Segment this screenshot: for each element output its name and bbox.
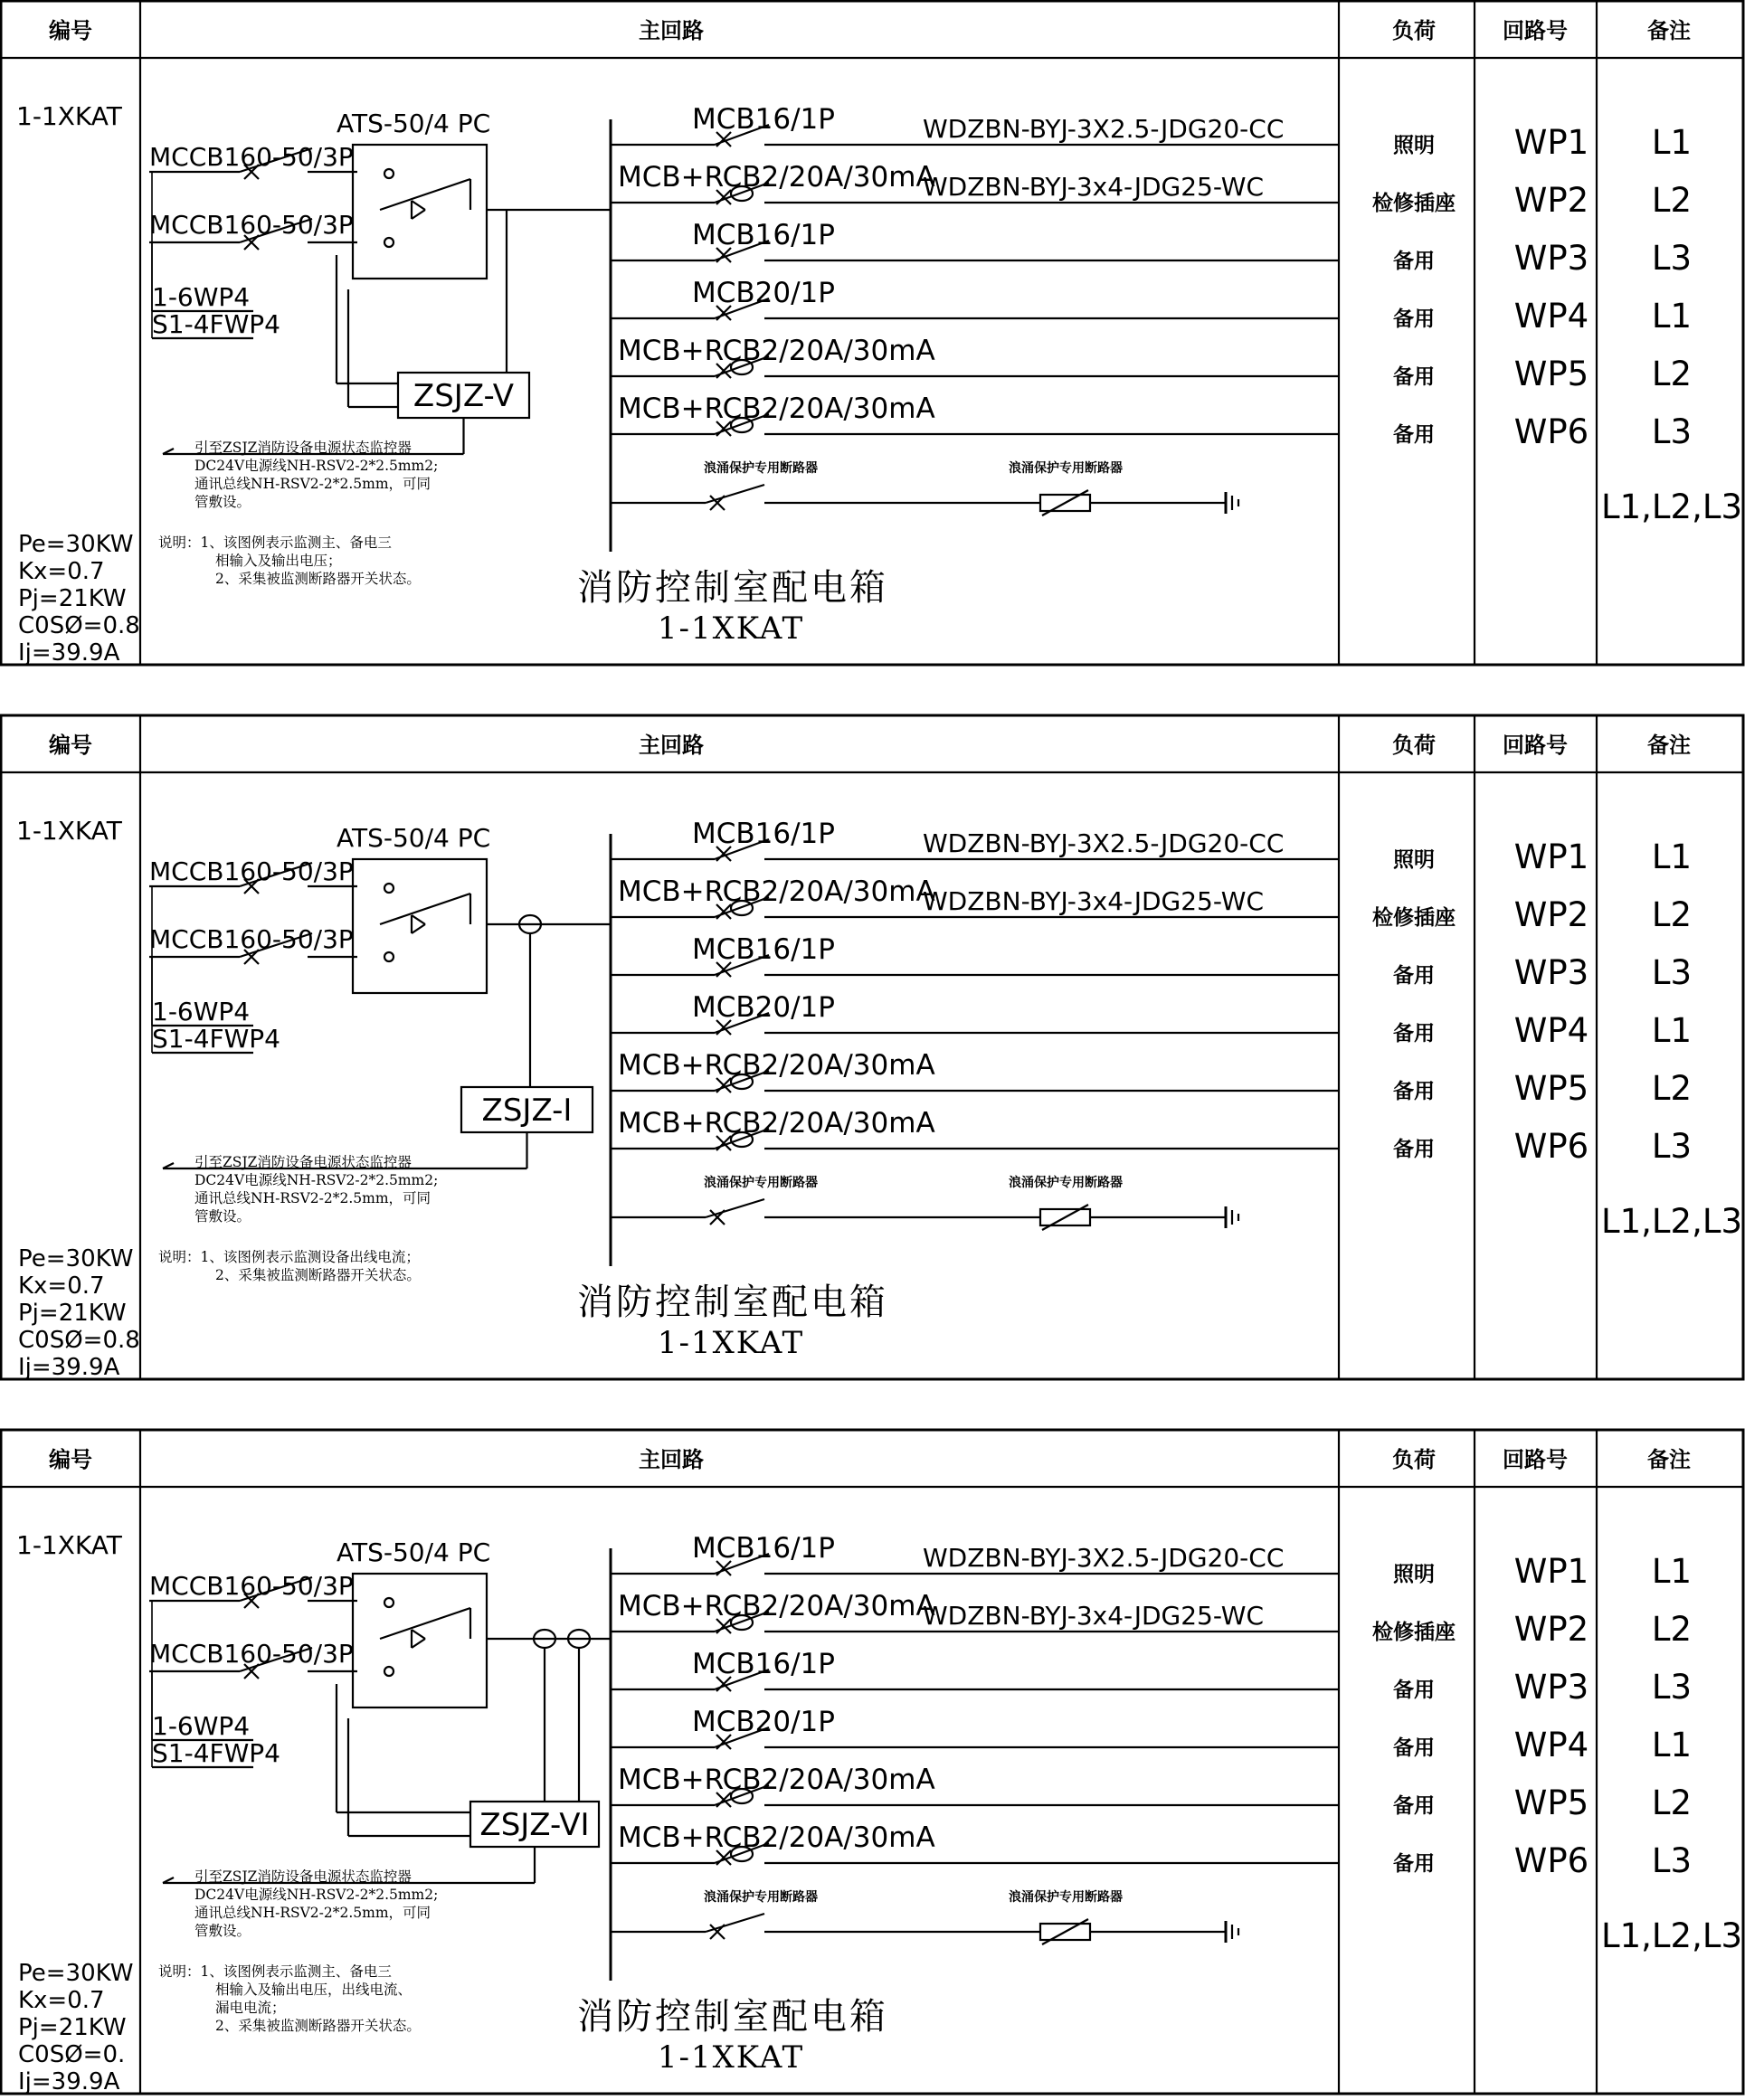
header-id: 编号: [49, 18, 92, 43]
panel-3: [1, 1430, 1743, 2095]
load-parameter: Pe=30KW: [18, 1245, 134, 1272]
branch-phase-2: L2: [1651, 895, 1693, 934]
ats-contact-icon: [384, 952, 394, 961]
header-load: 负荷: [1392, 18, 1436, 43]
cable-spec-1: WDZBN-BYJ-3X2.5-JDG20-CC: [923, 114, 1285, 144]
branch-phase-4: L1: [1651, 1726, 1693, 1764]
explanation-note: 2、采集被监测断路器开关状态。: [215, 1267, 421, 1283]
branch-load-4: 备用: [1393, 1736, 1435, 1760]
wiring-note: DC24V电源线NH-RSV2-2*2.5mm2;: [194, 1887, 439, 1903]
box-subtitle: 1-1XKAT: [657, 1325, 805, 1361]
load-parameter: C0SØ=0.8: [18, 1327, 140, 1354]
incoming-breaker-1: MCCB160-50/3P: [149, 142, 354, 172]
box-id: 1-1XKAT: [16, 101, 122, 131]
branch-load-2: 检修插座: [1372, 192, 1456, 215]
branch-phase-2: L2: [1651, 1610, 1693, 1649]
branch-circuit-no-4: WP4: [1513, 297, 1589, 336]
ats-label: ATS-50/4 PC: [337, 823, 491, 853]
ats-box: [353, 859, 487, 993]
ats-blade: [380, 1608, 470, 1639]
load-parameter: Kx=0.7: [18, 1272, 105, 1300]
ats-blade: [380, 179, 470, 210]
branch-circuit-no-2: WP2: [1513, 181, 1589, 220]
ats-contact-icon: [384, 238, 394, 247]
spd-breaker-label: 浪涌保护专用断路器: [704, 461, 818, 476]
cable-spec-2: WDZBN-BYJ-3x4-JDG25-WC: [923, 1601, 1265, 1631]
header-main-circuit: 主回路: [639, 733, 704, 758]
monitor-device: ZSJZ-V: [413, 378, 515, 414]
wiring-note: 管敷设。: [194, 1923, 251, 1939]
branch-phase-2: L2: [1651, 181, 1693, 220]
branch-load-6: 备用: [1393, 423, 1435, 447]
wiring-note: DC24V电源线NH-RSV2-2*2.5mm2;: [194, 1172, 439, 1188]
panel-2: [1, 715, 1743, 1381]
branch-load-5: 备用: [1393, 1794, 1435, 1818]
ats-box: [353, 145, 487, 279]
spd-label: 浪涌保护专用断路器: [1009, 1890, 1123, 1905]
header-load: 负荷: [1392, 1447, 1436, 1472]
header-circuit-no: 回路号: [1503, 733, 1568, 758]
monitor-device: ZSJZ-I: [481, 1093, 573, 1129]
box-subtitle: 1-1XKAT: [657, 610, 805, 647]
load-parameter: C0SØ=0.: [18, 2041, 126, 2068]
branch-breaker-3: MCB16/1P: [692, 219, 835, 251]
cable-spec-1: WDZBN-BYJ-3X2.5-JDG20-CC: [923, 828, 1285, 858]
wiring-note: 通讯总线NH-RSV2-2*2.5mm，可同: [194, 1905, 432, 1921]
box-title: 消防控制室配电箱: [577, 1996, 888, 2038]
explanation-note: 2、采集被监测断路器开关状态。: [215, 2018, 421, 2034]
load-parameter: Ij=39.9A: [18, 1354, 120, 1381]
branch-phase-5: L2: [1651, 1069, 1693, 1108]
header-id: 编号: [49, 1447, 92, 1472]
branch-circuit-no-3: WP3: [1513, 953, 1589, 992]
branch-load-4: 备用: [1393, 307, 1435, 331]
header-remark: 备注: [1647, 1447, 1691, 1472]
load-parameter: Pj=21KW: [18, 2014, 127, 2041]
branch-circuit-no-1: WP1: [1513, 1552, 1589, 1591]
ats-arrow: [412, 915, 425, 924]
load-parameter: Pe=30KW: [18, 1960, 134, 1987]
branch-load-6: 备用: [1393, 1138, 1435, 1161]
branch-breaker-4: MCB20/1P: [692, 277, 835, 309]
spd-remark: L1,L2,L3: [1601, 487, 1742, 526]
ats-contact-icon: [384, 1667, 394, 1676]
header-main-circuit: 主回路: [639, 1447, 704, 1472]
branch-circuit-no-5: WP5: [1513, 355, 1589, 393]
load-parameter: Pe=30KW: [18, 531, 134, 558]
explanation-note: 说明：1、该图例表示监测主、备电三: [158, 534, 392, 551]
incoming-breaker-1: MCCB160-50/3P: [149, 1571, 354, 1601]
branch-circuit-no-1: WP1: [1513, 837, 1589, 876]
branch-breaker-4: MCB20/1P: [692, 991, 835, 1024]
incoming-breaker-2: MCCB160-50/3P: [149, 924, 354, 954]
ats-arrow: [412, 210, 425, 219]
branch-breaker-2: MCB+RCB2/20A/30mA: [618, 1590, 935, 1622]
branch-phase-1: L1: [1651, 1552, 1693, 1591]
branch-phase-6: L3: [1651, 412, 1693, 451]
ats-label: ATS-50/4 PC: [337, 109, 491, 138]
source-1: 1-6WP4: [152, 1711, 251, 1741]
branch-load-3: 备用: [1393, 250, 1435, 273]
branch-breaker-3: MCB16/1P: [692, 933, 835, 966]
branch-load-3: 备用: [1393, 964, 1435, 988]
box-title: 消防控制室配电箱: [577, 567, 888, 609]
ats-contact-icon: [384, 884, 394, 893]
branch-phase-3: L3: [1651, 953, 1693, 992]
branch-circuit-no-1: WP1: [1513, 123, 1589, 162]
branch-load-2: 检修插座: [1372, 906, 1456, 930]
branch-breaker-2: MCB+RCB2/20A/30mA: [618, 875, 935, 908]
branch-circuit-no-2: WP2: [1513, 1610, 1589, 1649]
wiring-note: DC24V电源线NH-RSV2-2*2.5mm2;: [194, 458, 439, 474]
branch-breaker-6: MCB+RCB2/20A/30mA: [618, 1821, 935, 1854]
spd-breaker-label: 浪涌保护专用断路器: [704, 1890, 818, 1905]
branch-breaker-3: MCB16/1P: [692, 1648, 835, 1680]
wiring-note: 通讯总线NH-RSV2-2*2.5mm，可同: [194, 476, 432, 492]
ats-box: [353, 1574, 487, 1707]
ats-arrow: [412, 1630, 425, 1639]
branch-circuit-no-6: WP6: [1513, 1127, 1589, 1166]
branch-breaker-1: MCB16/1P: [692, 103, 835, 136]
branch-load-1: 照明: [1393, 1563, 1435, 1586]
ats-arrow: [412, 1639, 425, 1648]
load-parameter: Kx=0.7: [18, 558, 105, 585]
branch-circuit-no-4: WP4: [1513, 1726, 1589, 1764]
branch-breaker-1: MCB16/1P: [692, 818, 835, 850]
branch-breaker-5: MCB+RCB2/20A/30mA: [618, 1764, 935, 1796]
ats-arrow: [412, 201, 425, 210]
branch-phase-5: L2: [1651, 1783, 1693, 1822]
ats-contact-icon: [384, 1598, 394, 1607]
load-parameter: Ij=39.9A: [18, 639, 120, 667]
box-id: 1-1XKAT: [16, 1530, 122, 1560]
branch-breaker-5: MCB+RCB2/20A/30mA: [618, 1049, 935, 1082]
explanation-note: 说明：1、该图例表示监测主、备电三: [158, 1963, 392, 1980]
branch-phase-6: L3: [1651, 1841, 1693, 1880]
branch-phase-1: L1: [1651, 837, 1693, 876]
wiring-note: 管敷设。: [194, 494, 251, 510]
header-circuit-no: 回路号: [1503, 18, 1568, 43]
branch-breaker-6: MCB+RCB2/20A/30mA: [618, 1107, 935, 1140]
branch-circuit-no-5: WP5: [1513, 1783, 1589, 1822]
wiring-note: 引至ZSJZ消防设备电源状态监控器: [194, 1868, 412, 1885]
branch-circuit-no-4: WP4: [1513, 1011, 1589, 1050]
branch-phase-4: L1: [1651, 297, 1693, 336]
branch-load-2: 检修插座: [1372, 1621, 1456, 1644]
wiring-note: 管敷设。: [194, 1208, 251, 1225]
branch-breaker-4: MCB20/1P: [692, 1706, 835, 1738]
ats-contact-icon: [384, 169, 394, 178]
branch-load-1: 照明: [1393, 134, 1435, 157]
branch-load-3: 备用: [1393, 1679, 1435, 1702]
branch-circuit-no-6: WP6: [1513, 1841, 1589, 1880]
branch-circuit-no-2: WP2: [1513, 895, 1589, 934]
branch-phase-6: L3: [1651, 1127, 1693, 1166]
load-parameter: Kx=0.7: [18, 1987, 105, 2014]
ats-arrow: [412, 924, 425, 933]
header-id: 编号: [49, 733, 92, 758]
panel-1: [1, 1, 1743, 667]
branch-circuit-no-5: WP5: [1513, 1069, 1589, 1108]
spd-remark: L1,L2,L3: [1601, 1916, 1742, 1955]
header-remark: 备注: [1647, 733, 1691, 758]
branch-circuit-no-3: WP3: [1513, 1668, 1589, 1707]
source-1: 1-6WP4: [152, 997, 251, 1026]
explanation-note: 说明：1、该图例表示监测设备出线电流；: [158, 1249, 420, 1265]
header-main-circuit: 主回路: [639, 18, 704, 43]
cable-spec-2: WDZBN-BYJ-3x4-JDG25-WC: [923, 172, 1265, 202]
wiring-note: 通讯总线NH-RSV2-2*2.5mm，可同: [194, 1190, 432, 1206]
spd-breaker-label: 浪涌保护专用断路器: [704, 1176, 818, 1190]
branch-phase-3: L3: [1651, 239, 1693, 278]
source-2: S1-4FWP4: [152, 1738, 280, 1768]
branch-load-5: 备用: [1393, 365, 1435, 389]
header-load: 负荷: [1392, 733, 1436, 758]
branch-load-5: 备用: [1393, 1080, 1435, 1103]
source-1: 1-6WP4: [152, 282, 251, 312]
branch-breaker-6: MCB+RCB2/20A/30mA: [618, 393, 935, 425]
box-id: 1-1XKAT: [16, 816, 122, 846]
load-parameter: Ij=39.9A: [18, 2068, 120, 2095]
cable-spec-1: WDZBN-BYJ-3X2.5-JDG20-CC: [923, 1543, 1285, 1573]
source-2: S1-4FWP4: [152, 1024, 280, 1054]
explanation-note: 2、采集被监测断路器开关状态。: [215, 571, 421, 587]
load-parameter: Pj=21KW: [18, 585, 127, 612]
branch-circuit-no-3: WP3: [1513, 239, 1589, 278]
branch-load-1: 照明: [1393, 848, 1435, 872]
branch-load-4: 备用: [1393, 1022, 1435, 1045]
load-parameter: Pj=21KW: [18, 1300, 127, 1327]
incoming-breaker-2: MCCB160-50/3P: [149, 210, 354, 240]
monitor-device: ZSJZ-VI: [479, 1807, 590, 1843]
ats-label: ATS-50/4 PC: [337, 1537, 491, 1567]
explanation-note: 相输入及输出电压，出线电流、: [215, 1982, 413, 1998]
branch-load-6: 备用: [1393, 1852, 1435, 1876]
branch-circuit-no-6: WP6: [1513, 412, 1589, 451]
branch-breaker-2: MCB+RCB2/20A/30mA: [618, 161, 935, 194]
box-title: 消防控制室配电箱: [577, 1282, 888, 1323]
header-circuit-no: 回路号: [1503, 1447, 1568, 1472]
branch-breaker-5: MCB+RCB2/20A/30mA: [618, 335, 935, 367]
spd-label: 浪涌保护专用断路器: [1009, 1176, 1123, 1190]
cable-spec-2: WDZBN-BYJ-3x4-JDG25-WC: [923, 886, 1265, 916]
branch-phase-4: L1: [1651, 1011, 1693, 1050]
branch-phase-1: L1: [1651, 123, 1693, 162]
header-remark: 备注: [1647, 18, 1691, 43]
wiring-note: 引至ZSJZ消防设备电源状态监控器: [194, 440, 412, 456]
incoming-breaker-2: MCCB160-50/3P: [149, 1639, 354, 1669]
branch-breaker-1: MCB16/1P: [692, 1532, 835, 1565]
source-2: S1-4FWP4: [152, 309, 280, 339]
box-subtitle: 1-1XKAT: [657, 2039, 805, 2076]
ats-blade: [380, 894, 470, 924]
spd-label: 浪涌保护专用断路器: [1009, 461, 1123, 476]
explanation-note: 漏电电流；: [215, 2000, 286, 2016]
branch-phase-3: L3: [1651, 1668, 1693, 1707]
load-parameter: C0SØ=0.8: [18, 612, 140, 639]
branch-phase-5: L2: [1651, 355, 1693, 393]
spd-remark: L1,L2,L3: [1601, 1202, 1742, 1241]
explanation-note: 相输入及输出电压；: [215, 553, 342, 569]
wiring-note: 引至ZSJZ消防设备电源状态监控器: [194, 1154, 412, 1170]
incoming-breaker-1: MCCB160-50/3P: [149, 856, 354, 886]
